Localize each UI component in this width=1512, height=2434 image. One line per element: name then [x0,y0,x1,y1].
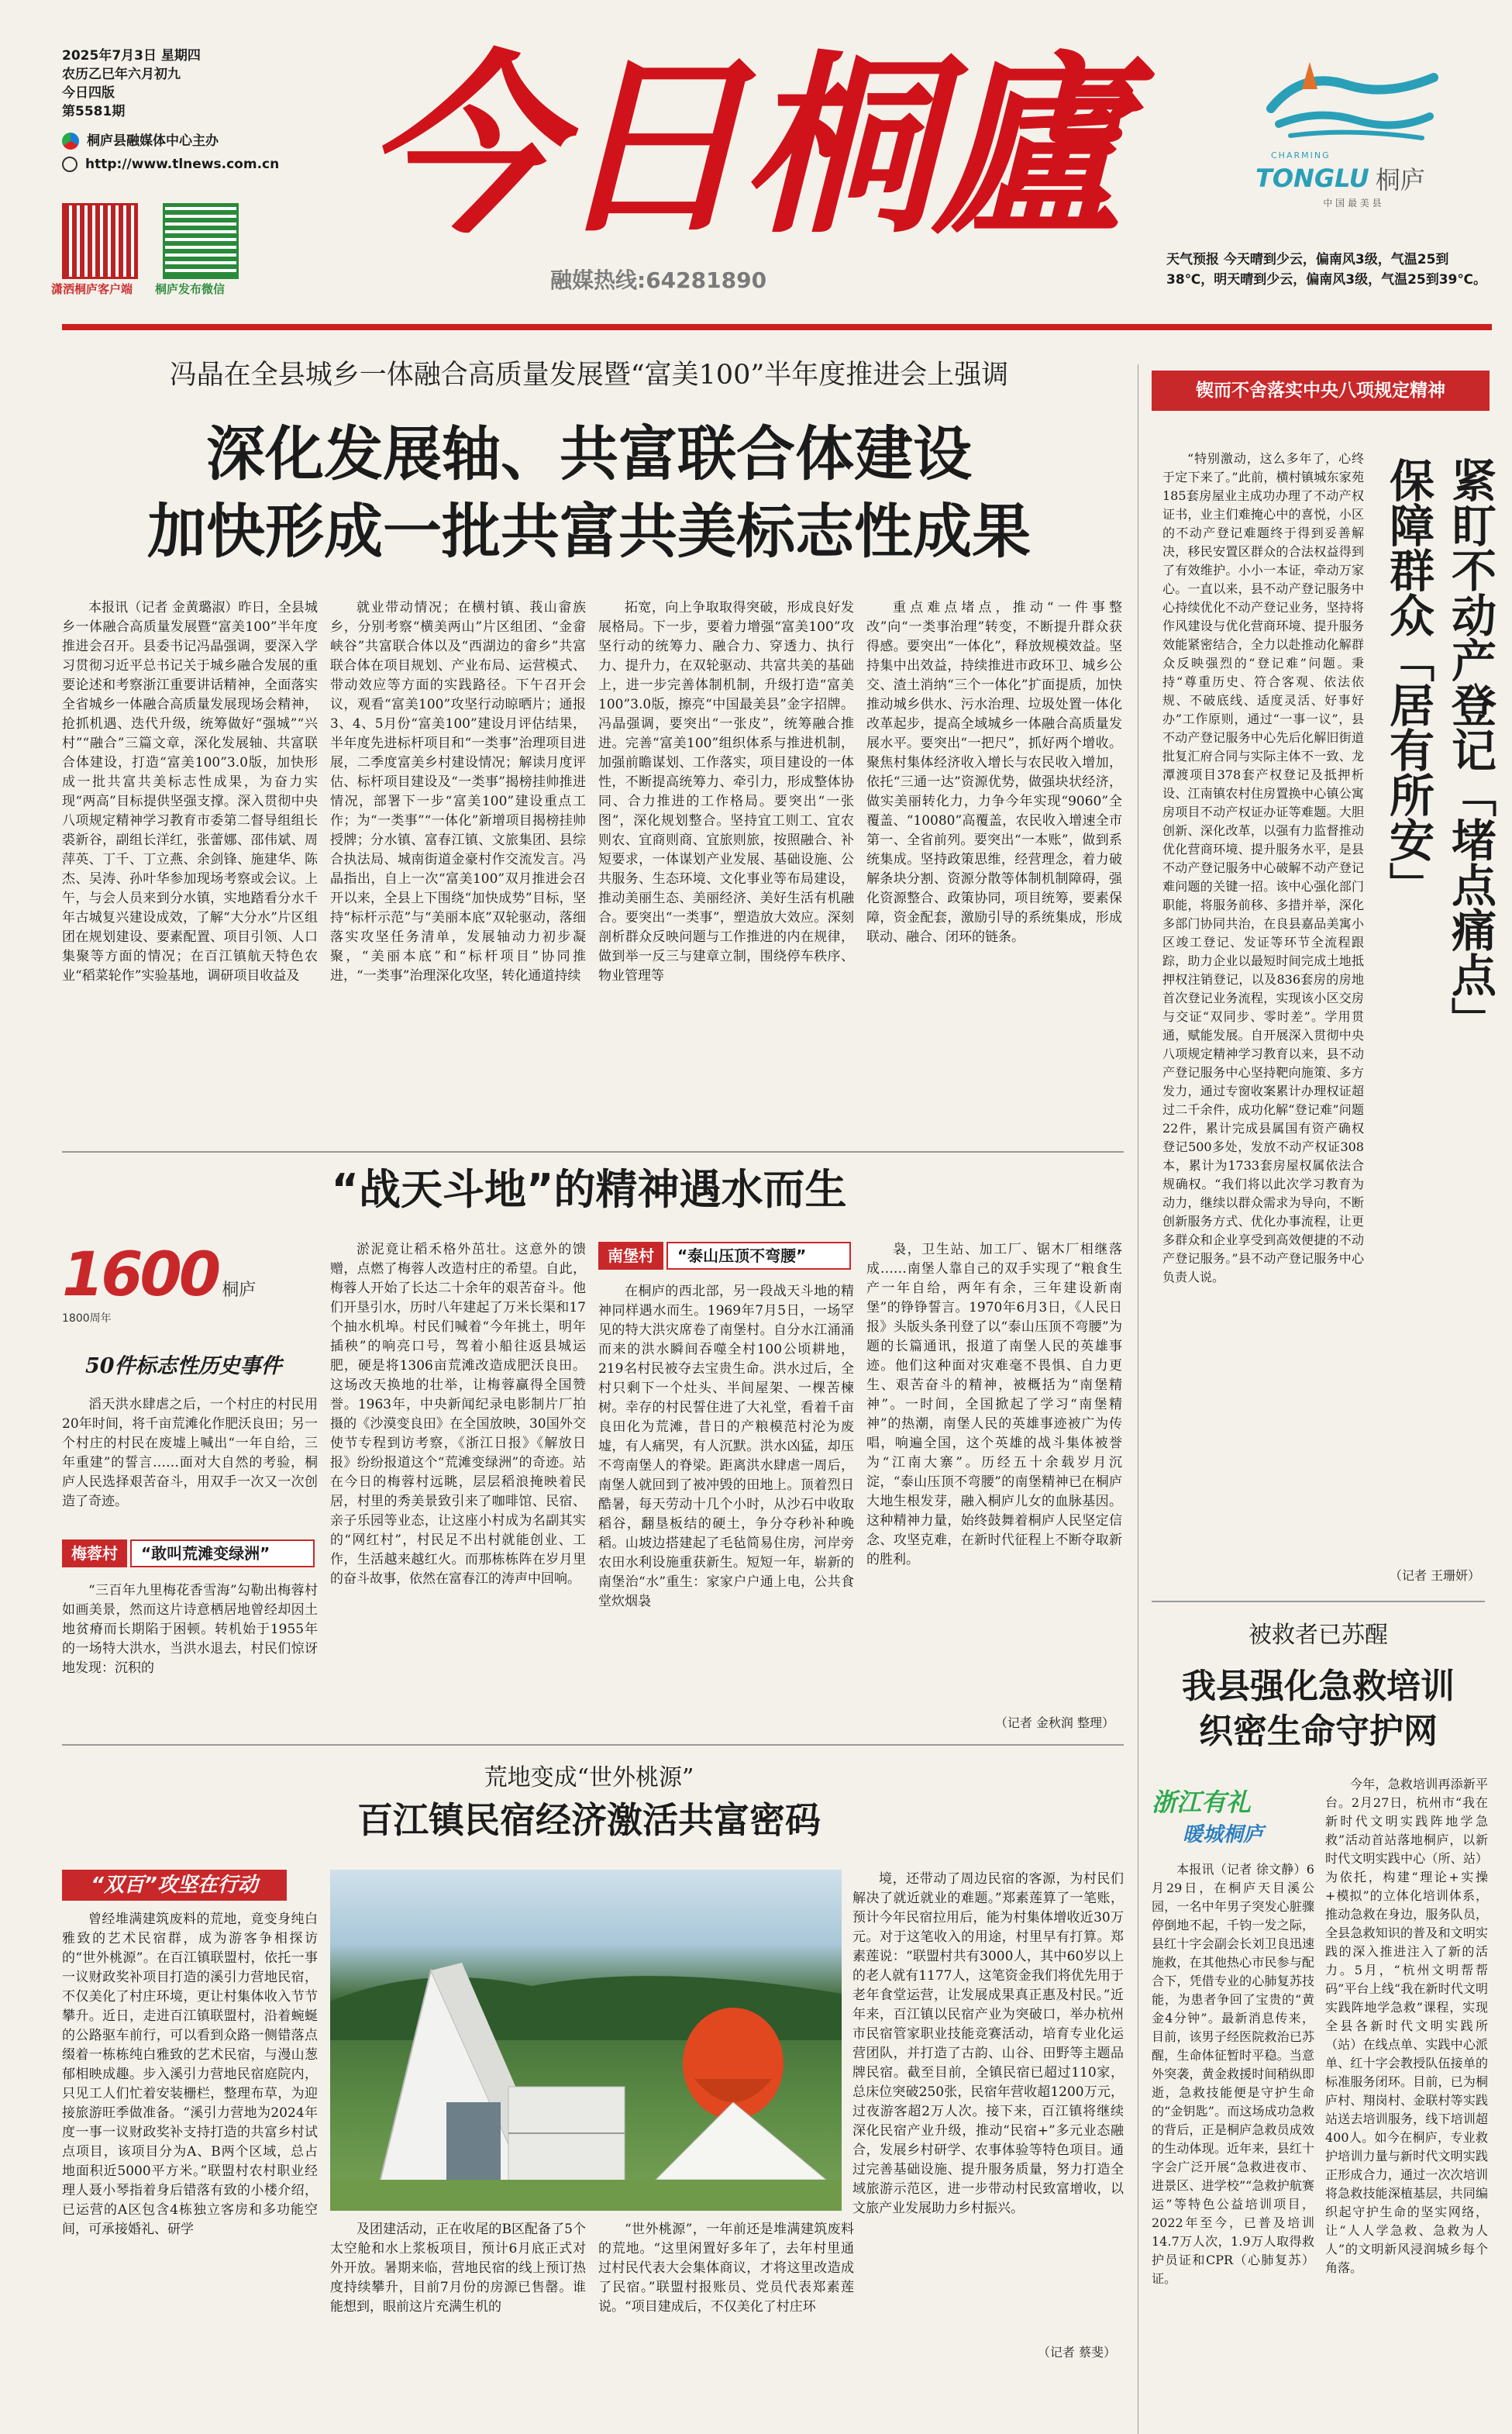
brand-en: TONGLU [1255,164,1369,193]
series-title: 50件标志性历史事件 [85,1354,282,1378]
lunar-line: 农历乙巳年六月初九 [62,67,181,82]
campaign-tag: “双百”攻坚在行动 [62,1870,287,1901]
brand-small: CHARMING [1271,150,1331,160]
bottom-byline: （记者 蔡斐） [1037,2345,1116,2360]
globe-icon [62,157,77,172]
weather-forecast: 天气预报 今天晴到少云，偏南风3级，气温25到38℃，明天晴到少云，偏南风3级，气温25到39℃。 [1166,252,1486,288]
feature-col-3: 在桐庐的西北部，另一段战天斗地的精神同样遇水而生。1969年7月5日，一场罕见的特大洪灾席卷了南堡村。自分水江涌涌而来的洪水瞬间吞噬全村100公顷耕地，219名村民被夺去宝贵生命。洪水过后，全村只剩下一个灶头、半间屋架、一棵苦楝树。幸存的村民誓住进了大礼堂，看着千亩良田化为荒滩，昔日的产粮模范村沦为废墟，有人痛哭，有人沉默。洪水凶猛，却压不弯南堡人的脊梁。距离洪水肆虐一周后，南堡人就回到了被冲毁的田地上。顶着烈日酷暑，每天劳动十几个小时，从沙石中收取稻谷，翻垦板结的硬土，争分夺秒补种晚稻。山坡边搭建起了毛毡简易住房，河岸旁农田水利设施重获新生。短短一年，崭新的南堡治“水”重生：家家户户通上电，公共食堂炊烟袅 [598,1284,854,1609]
lead-col-1: 本报讯（记者 金黄璐淑）昨日，全县城乡一体融合高质量发展暨“富美100”半年度推进会召开。县委书记冯晶强调，要深入学习贯彻习近平总书记关于城乡融合发展的重要论述和考察浙江重要讲话精神，全面落实全省城乡一体融合高质量发展现场会精神，抢抓机遇、迭代升级，统筹做好“强城”“兴村”“融合”三篇文章，深化发展轴、共富联合体建设，打造“富美100”3.0版，加快形成一批共富共美标志性成果，为奋力实现“两高”目标提供坚强支撑。深入贯彻中央八项规定精神学习教育市委第二督导组组长裘新谷，副组长洋红，张蕾娜、邵伟斌、周萍英、丁千、丁立燕、余剑锋、施建华、陈杰、吴涛、孙叶华参加现场考察或会议。上午，与会人员来到分水镇，实地踏看分水千年古城复兴建设成效，了解“大分水”片区组团在规划建设、要素配置、项目引领、人口集聚等方面的情况；在百江镇航天特色农业“稻菜轮作”实验基地，调研项目收益及 [62,600,318,984]
sidebar2-headline-1: 我县强化急救培训 [1182,1667,1455,1706]
lead-col-3: 拓宽，向上争取取得突破，形成良好发展格局。下一步，要着力增强“富美100”攻坚行动的统筹力、融合力、穿透力、执行力、提升力，在双轮驱动、共富共美的基础上，进一步完善体制机制，升级打造“富美100”3.0版，擦亮“中国最美县”金字招牌。冯晶强调，要突出“一张皮”，统筹融合推进。完善“富美100”组织体系与推进机制，加强前瞻谋划、工作落实，项目建设的一体性，不断提高统筹力、牵引力，形成整体协同、合力推进的工作格局。要突出“一张图”，深化规划整合。坚持宜工则工、宜农则农、宜商则商、宜旅则旅，按照融合、补短要求，一体谋划产业发展、基础设施、公共服务、生态环境、文化事业等布局建设，推动美丽生态、美丽经济、美好生活有机融合。要突出“一类事”，塑造放大效应。深刻剖析群众反映问题与工作推进的内在规律，做到举一反三与建章立制，围绕停车秩序、物业管理等 [598,600,854,984]
zhejiang-courtesy-logo: 浙江有礼 暖城桐庐 [1152,1788,1264,1846]
sub2-title: “泰山压顶不弯腰” [666,1242,851,1270]
bottom-headline: 百江镇民宿经济激活共富密码 [357,1799,821,1841]
sidebar-banner: 锲而不舍落实中央八项规定精神 [1152,371,1490,411]
lead-divider [62,1151,1124,1153]
masthead-rule [62,324,1492,330]
sub1-text: “三百年九里梅花香雪海”勾勒出梅蓉村如画美景，然而这片诗意栖居地曾经却因土地贫瘠而长期陷于困顿。转机始于1955年的一场特大洪水，当洪水退去，村民们惊讶地发现：沉积的 [62,1583,318,1676]
hotline: 融媒热线:64281890 [550,267,767,293]
tonglu-brand-logo [1255,54,1449,209]
edition: 今日四版 [62,85,115,101]
anniversary-logo [62,1240,287,1333]
feature-divider [62,1744,1124,1746]
sidebar2-divider [1152,1601,1485,1602]
newspaper-title: 今日桐廬 [364,32,1121,260]
date-line: 2025年7月3日 星期四 [62,48,201,64]
sidebar-title-col-2: 保障群众「居有所安」 [1382,457,1435,907]
host-line: 桐庐县融媒体中心主办 [62,132,318,150]
anniversary-number: 1600 [62,1240,219,1310]
lead-headline-2: 加快形成一批共富共美标志性成果 [147,497,1031,566]
brand-sub: 中 国 最 美 县 [1323,198,1382,209]
bottom-col-1: 曾经堆满建筑废料的荒地，竟变身纯白雅致的艺术民宿群，成为游客争相探访的“世外桃源”。在百江镇联盟村，依托一事一议财政奖补项目打造的溪引力营地民宿，不仅美化了村庄环境，更让村集体收入节节攀升。近日，走进百江镇联盟村，沿着蜿蜒的公路驱车前行，可以看到众路一侧错落点缀着一栋栋纯白雅致的艺术民宿，与漫山葱郁相映成趣。步入溪引力营地民宿庭院内，只见工人们忙着安装栅栏，整理布草，为迎接旅游旺季做准备。“溪引力营地为2024年度一事一议财政奖补支持打造的共富乡村试点项目，该项目分为A、B两个区域，总占地面积近5000平方米。”联盟村农村职业经理人聂小琴指着身后错落有致的小楼介绍，已运营的A区包含4栋独立客房和多功能空间，可承接婚礼、研学 [62,1912,318,2237]
feature-byline: （记者 金秋润 整理） [994,1715,1114,1730]
qr2-caption: 桐庐发布微信 [155,282,226,296]
bottom-kicker: 荒地变成“世外桃源” [484,1764,694,1791]
bottom-col-4: 境，还带动了周边民宿的客源，为村民们解决了就近就业的难题。”郑素莲算了一笔账，预计今年民宿拉用后，能为村集体增收近30万元。对于这笔收入的用途，村里早有打算。郑素莲说：“联盟村共有3000人，其中60岁以上的老人就有1177人，这笔资金我们将优先用于老年食堂运营，让发展成果真正惠及村民。”近年来，百江镇以民宿产业为突破口，举办杭州市民宿管家职业技能竞赛活动，培育专业化运营团队，并打造了古韵、山谷、田野等主题品牌民宿。截至目前，全镇民宿已超过110家，总床位突破250张，民宿年营收超1200万元，过夜游客超2万人次。接下来，百江镇将继续深化民宿产业升级，推动“民宿+”多元业态融合，发展乡村研学、农事体验等特色项目。通过完善基础设施、提升服务质量，努力打造全域旅游示范区，进一步带动村民致富增收，以文旅产业发展助力乡村振兴。 [852,1871,1124,2216]
feature-col-4: 袅，卫生站、加工厂、锯木厂相继落成……南堡人靠自己的双手实现了“粮食生产一年自给，两年有余，三年建设新南堡”的铮铮誓言。1970年6月3日，《人民日报》头版头条刊登了以“泰山压顶不弯腰”为题的长篇通讯，报道了南堡人民的英雄事迹。他们这种面对灾难毫不畏惧、自力更生、艰苦奋斗的精神，被概括为“南堡精神”。一时间，全国掀起了学习“南堡精神”的热潮，南堡人民的英雄事迹被广为传唱，响遍全国，这个英雄的战斗集体被誉为“江南大寨”。历经五十余载岁月沉淀，“泰山压顶不弯腰”的南堡精神已在桐庐大地生根发芽，融入桐庐儿女的血脉基因。这种精神力量，始终鼓舞着桐庐人民坚定信念、攻坚克难，在新时代征程上不断夺取新的胜利。 [866,1242,1122,1567]
sidebar2-kicker: 被救者已苏醒 [1249,1622,1388,1649]
wave-logo-icon [1255,54,1449,147]
sub1-title: “敢叫荒滩变绿洲” [130,1539,315,1567]
feature-headline: “战天斗地”的精神遇水而生 [331,1165,847,1214]
sidebar2-col-2: 今年，急救培训再添新平台。2月27日，杭州市“我在新时代文明实践阵地学急救”活动首站落地桐庐，以新时代文明实践中心（所、站）为依托，构建“理论+实操+模拟”的立体化培训体系，推动急救在身边，服务队员，全县急救知识的普及和文明实践的深入推进注入了新的活力。5月，“杭州文明帮帮码”平台上线“我在新时代文明实践阵地学急救”课程，实现全县各新时代文明实践所（站）在线点单、实践中心派单、红十字会教授队伍接单的标准服务闭环。目前，已为桐庐村、翔岗村、金联村等实践站送去培训服务，线下培训超400人。如今在桐庐，专业救护培训力量与新时代文明实践正形成合力，通过一次次培训将急救技能深植基层，共同编织起守护生命的坚实网络，让“人人学急救、急救为人人”的文明新风浸润城乡每个角落。 [1325,1777,1488,2275]
masthead-info [62,47,318,174]
sidebar1-body: “特别激动，这么多年了，心终于定下来了。”此前，横村镇城东家苑185套房屋业主成功办理了不动产权证书，业主们难掩心中的喜悦，小区的不动产登记难题终于得到妥善解决，移民安置区群众的合法权益得到了有效维护。小小一本证，牵动万家心。一直以来，县不动产登记服务中心持续优化不动产登记业务，坚持将作风建设与优化营商环境、提升服务效能紧密结合，全力以赴推动化解群众反映强烈的“登记难”问题。秉持“尊重历史、符合客观、依法依规、不破底线、适度灵活、好事好办”工作原则，通过“一事一议”，县不动产登记服务中心先后化解旧街道批复汇府合同与实际主体不一致、龙潭渡项目378套产权登记及抵押析设、江南镇农村住房置换中心镇公寓房项目不动产权证办证等难题。大胆创新、深化改革，以强有力监督推动优化营商环境、提升服务水平，是县不动产登记服务中心破解不动产登记难问题的关键一招。该中心强化部门职能，将服务前移、多措并举，深化多部门协同共治，在良县嘉品美寓小区竣工登记、发证等环节全流程跟踪，助力企业以最短时间完成土地抵押权注销登记，以及836套房的房地首次登记业务流程，实现该小区交房与交证“双同步、零时差”。学用贯通，赋能发展。自开展深入贯彻中央八项规定精神学习教育以来，县不动产登记服务中心坚持靶向施策、多方发力，通过专窗收案累计办理权证超过二千余件，成功化解“登记难”问题22件，累计完成县属国有资产确权登记500多处，发放不动产权证308本，累计为1733套房屋权属依法合规确权。“我们将以此次学习教育为动力，继续以群众需求为导向，不断创新服务方式、优化办事流程，让更多群众和企业享受到高效便捷的不动产登记服务。”县不动产登记服务中心负责人说。 [1162,451,1364,1284]
sub1-label: 梅蓉村 [62,1539,127,1567]
feature-intro: 滔天洪水肆虐之后，一个村庄的村民用20年时间，将千亩荒滩化作肥沃良田；另一个村庄的村民在废墟上喊出“一年自给，三年重建”的誓言……面对大自然的考验，桐庐人民选择艰苦奋斗，用双手一次又一次创造了奇迹。 [62,1397,318,1509]
lead-headline-1: 深化发展轴、共富联合体建设 [206,419,972,488]
website-line [62,155,318,174]
qr-code-wechat[interactable] [163,203,239,279]
issue-number: 第5581期 [62,104,126,119]
lead-col-2: 就业带动情况；在横村镇、莪山畲族乡，分别考察“横美两山”片区组团、“金畲峡谷”共富联合体以及“西湖边的畲乡”共富联合体在项目规划、产业布局、运营模式、带动效应等方面的实践路径。下午召开会议，观看“富美100”攻坚行动晾晒片；通报3、4、5月份“富美100”建设月评估结果，半年度先进标杆项目和“一类事”治理项目进展，二季度富美乡村建设情况；解读月度评估、标杆项目建设及“一类事”揭榜挂帅推进情况，部署下一步“富美100”建设重点工作；为“一类事”“一体化”新增项目揭榜挂帅授牌；分水镇、富春江镇、文旅集团、县综合执法局、城南街道金豪村作交流发言。冯晶指出，自上一次“富美100”双月推进会召开以来，全县上下围绕“加快成势”目标，坚持“标杆示范”与“美丽本底”双轮驱动，落细落实攻坚任务清单，发展轴动力初步凝聚，“美丽本底”和“标杆项目”协同推进，“一类事”治理深化攻坚，转化通道持续 [330,600,586,984]
anniversary-sub: 1800周年 [62,1312,112,1325]
homestay-photo [330,1870,842,2211]
qr1-caption: 潇洒桐庐客户端 [51,282,133,296]
sidebar2-col-1: 本报讯（记者 徐文静）6月29日，在桐庐天目溪公园，一名中年男子突发心脏骤停倒地不起，千钧一发之际，县红十字会副会长刘卫良迅速施救，在其他热心市民参与配合下，凭借专业的心肺复苏技能，为患者争回了宝贵的“黄金4分钟”。最新消息传来，目前，该男子经医院救治已苏醒，生命体征暂时平稳。当意外突袭，黄金救援时间稍纵即逝，急救技能便是守护生命的“金钥匙”。而这场成功急救的背后，正是桐庐急救员成效的生动体现。近年来，县红十字会广泛开展“急救进夜市、进景区、进学校”“急救护航赛运”等特色公益培训项目，2022年至今，已普及培训14.7万人次，1.9万人取得救护员证和CPR（心肺复苏）证。 [1152,1862,1314,2286]
lead-kicker: 冯晶在全县城乡一体融合高质量发展暨“富美100”半年度推进会上强调 [169,360,1009,391]
sidebar-title-col-1: 紧盯不动产登记「堵点痛点」 [1444,457,1497,1042]
brand-cn: 桐庐 [1375,165,1425,195]
sidebar1-byline: （记者 王珊妍） [1389,1568,1480,1583]
lead-col-4: 重点难点堵点，推动“一件事整改”向“一类事治理”转变，不断提升群众获得感。要突出“一体化”，释放规模效益。坚持集中出效益，持续推进市政环卫、城乡公交、渣土消纳“三个一体化”扩面提质，加快推动城乡供水、污水治理、垃圾处置一体化改革起步，提高全域城乡一体融合高质量发展水平。要突出“一把尺”，抓好两个增收。聚焦村集体经济收入增长与农民收入增加，依托“三通一达”资源优势，做强块状经济，做实美丽转化力，力争今年实现“9060”全覆盖、“10080”高覆盖，农民收入增速全市第一、全省前列。要突出“一本账”，做到系统集成。坚持政策思维，经营理念，着力破解条块分割、资源分散等体制机制障碍，强化资源整合、政策协同，项目统筹，要素保障，资金配套，激励引导的系统集成，形成联动、融合、闭环的链条。 [866,600,1122,945]
tlnews-logo-icon [62,133,79,150]
sub2-label: 南堡村 [598,1242,663,1270]
homestay-illustration [330,1870,842,2211]
website-link[interactable]: http://www.tlnews.com.cn [85,157,280,172]
bottom-col-3: “世外桃源”，一年前还是堆满建筑废料的荒地。“这里闲置好多年了，去年村里通过村民代表大会集体商议，才将这里改造成了民宿。”联盟村报账员、党员代表郑素莲说。“项目建成后，不仅美化了村庄环 [598,2222,854,2315]
feature-col-2: 淤泥竟让稻禾格外茁壮。这意外的馈赠，点燃了梅蓉人改造村庄的希望。自此，梅蓉人开始了长达二十余年的艰苦奋斗。他们开垦引水，历时八年建起了万米长渠和17个抽水机埠。村民们喊着“今年挑土，明年插秧”的响亮口号，驾着小船往返县城运肥，硬是将1306亩荒滩改造成肥沃良田。这场改天换地的壮举，让梅蓉赢得全国赞誉。1963年，中央新闻纪录电影制片厂拍摄的《沙漠变良田》在全国放映，30国外交使节专程到访考察，《浙江日报》《解放日报》纷纷报道这个“荒滩变绿洲”的奇迹。站在今日的梅蓉村远眺，层层稻浪掩映着民居，村里的秀美景致引来了咖啡馆、民宿、亲子乐园等业态，让这座小村成为名副其实的“网红村”，村民足不出村就能创业、工作，生活越来越红火。而那栋栋阵在岁月里的奋斗故事，依然在富春江的涛声中回响。 [330,1242,586,1587]
sidebar2-headline-2: 织密生命守护网 [1199,1712,1438,1751]
qr-code-app[interactable] [62,203,138,279]
anniversary-city: 桐庐 [222,1281,257,1300]
bottom-col-2: 及团建活动，正在收尾的B区配备了5个太空舱和水上浆板项目，预计6月底正式对外开放。暑期来临，营地民宿的线上预订热度持续攀升，目前7月份的房源已售罄。谁能想到，眼前这片充满生机的 [330,2222,586,2315]
